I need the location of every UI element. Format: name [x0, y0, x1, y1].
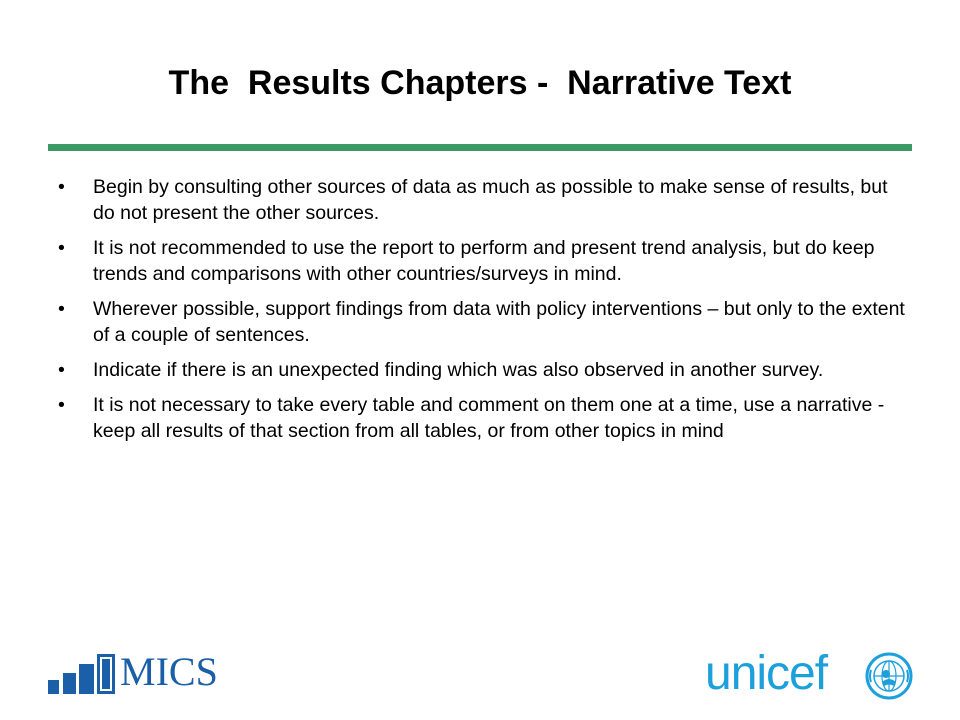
bullet-text: Wherever possible, support findings from data with policy interventions – but only to the extent of a couple of sentences.	[93, 298, 905, 346]
bullet-dot: •	[58, 298, 65, 320]
bullet-text: Indicate if there is an unexpected finding which was also observed in another survey.	[93, 359, 824, 381]
bullet-text: It is not necessary to take every table and comment on them one at a time, use a narrative - keep all results of that section from all tables, or from other topics in mind	[93, 394, 885, 442]
bullet-text: It is not recommended to use the report to perform and present trend analysis, but do keep trends and comparisons with other countries/surveys in mind.	[93, 237, 875, 285]
unicef-emblem-icon	[865, 652, 913, 700]
mics-bars-icon	[48, 652, 118, 694]
title-divider	[48, 144, 912, 151]
bullet-item	[58, 392, 908, 444]
bullet-item	[58, 174, 908, 226]
slide-title: The Results Chapters - Narrative Text	[168, 64, 792, 102]
bullet-dot: •	[58, 176, 65, 198]
bullet-dot: •	[58, 237, 65, 259]
mics-logo-text: MICS	[120, 649, 218, 694]
bullet-dot: •	[58, 359, 65, 381]
bullet-list	[58, 174, 908, 453]
bullet-text: Begin by consulting other sources of data as much as possible to make sense of results, but do not present the other sources.	[93, 176, 888, 224]
unicef-logo-text: unicef	[705, 647, 828, 700]
unicef-logo	[705, 648, 915, 704]
bullet-item	[58, 235, 908, 287]
bullet-item	[58, 296, 908, 348]
bullet-item	[58, 357, 908, 383]
bullet-dot: •	[58, 394, 65, 416]
mics-logo	[48, 649, 238, 694]
